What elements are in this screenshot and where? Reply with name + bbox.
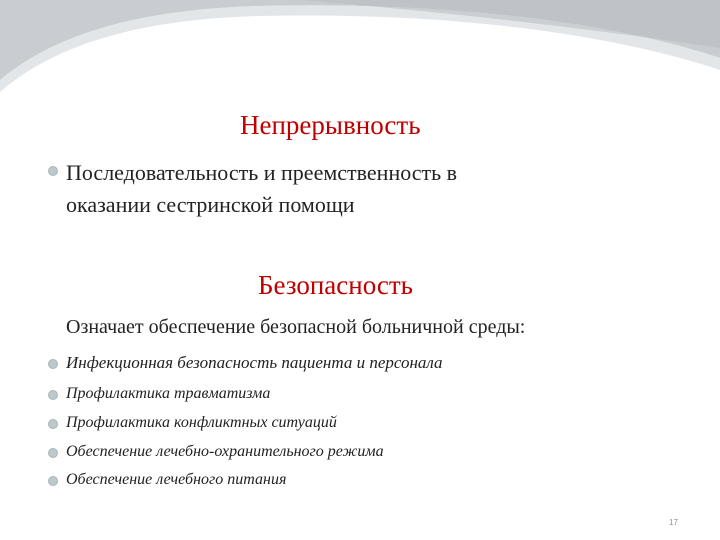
safety-item-1: Инфекционная безопасность пациента и персонала [66, 353, 443, 372]
safety-item-5: Обеспечение лечебного питания [66, 471, 287, 488]
continuity-line-1: Последовательность и преемственность в [66, 160, 458, 185]
safety-item-2: Профилактика травматизма [66, 385, 271, 402]
heading-safety: Безопасность [258, 270, 413, 300]
continuity-line-2: оказании сестринской помощи [66, 192, 355, 217]
safety-item-4: Обеспечение лечебно-охранительного режима [66, 443, 384, 460]
bullet-icon [48, 166, 58, 176]
bullet-icon [48, 476, 58, 486]
heading-continuity: Непрерывность [240, 110, 421, 140]
top-decorative-swoosh [0, 0, 720, 120]
bullet-icon [48, 359, 58, 369]
safety-intro: Означает обеспечение безопасной больничной среды: [66, 316, 526, 338]
bullet-icon [48, 448, 58, 458]
page-number: 17 [669, 518, 678, 527]
bullet-icon [48, 419, 58, 429]
continuity-description [66, 157, 457, 221]
safety-item-3: Профилактика конфликтных ситуаций [66, 414, 337, 431]
bullet-icon [48, 390, 58, 400]
